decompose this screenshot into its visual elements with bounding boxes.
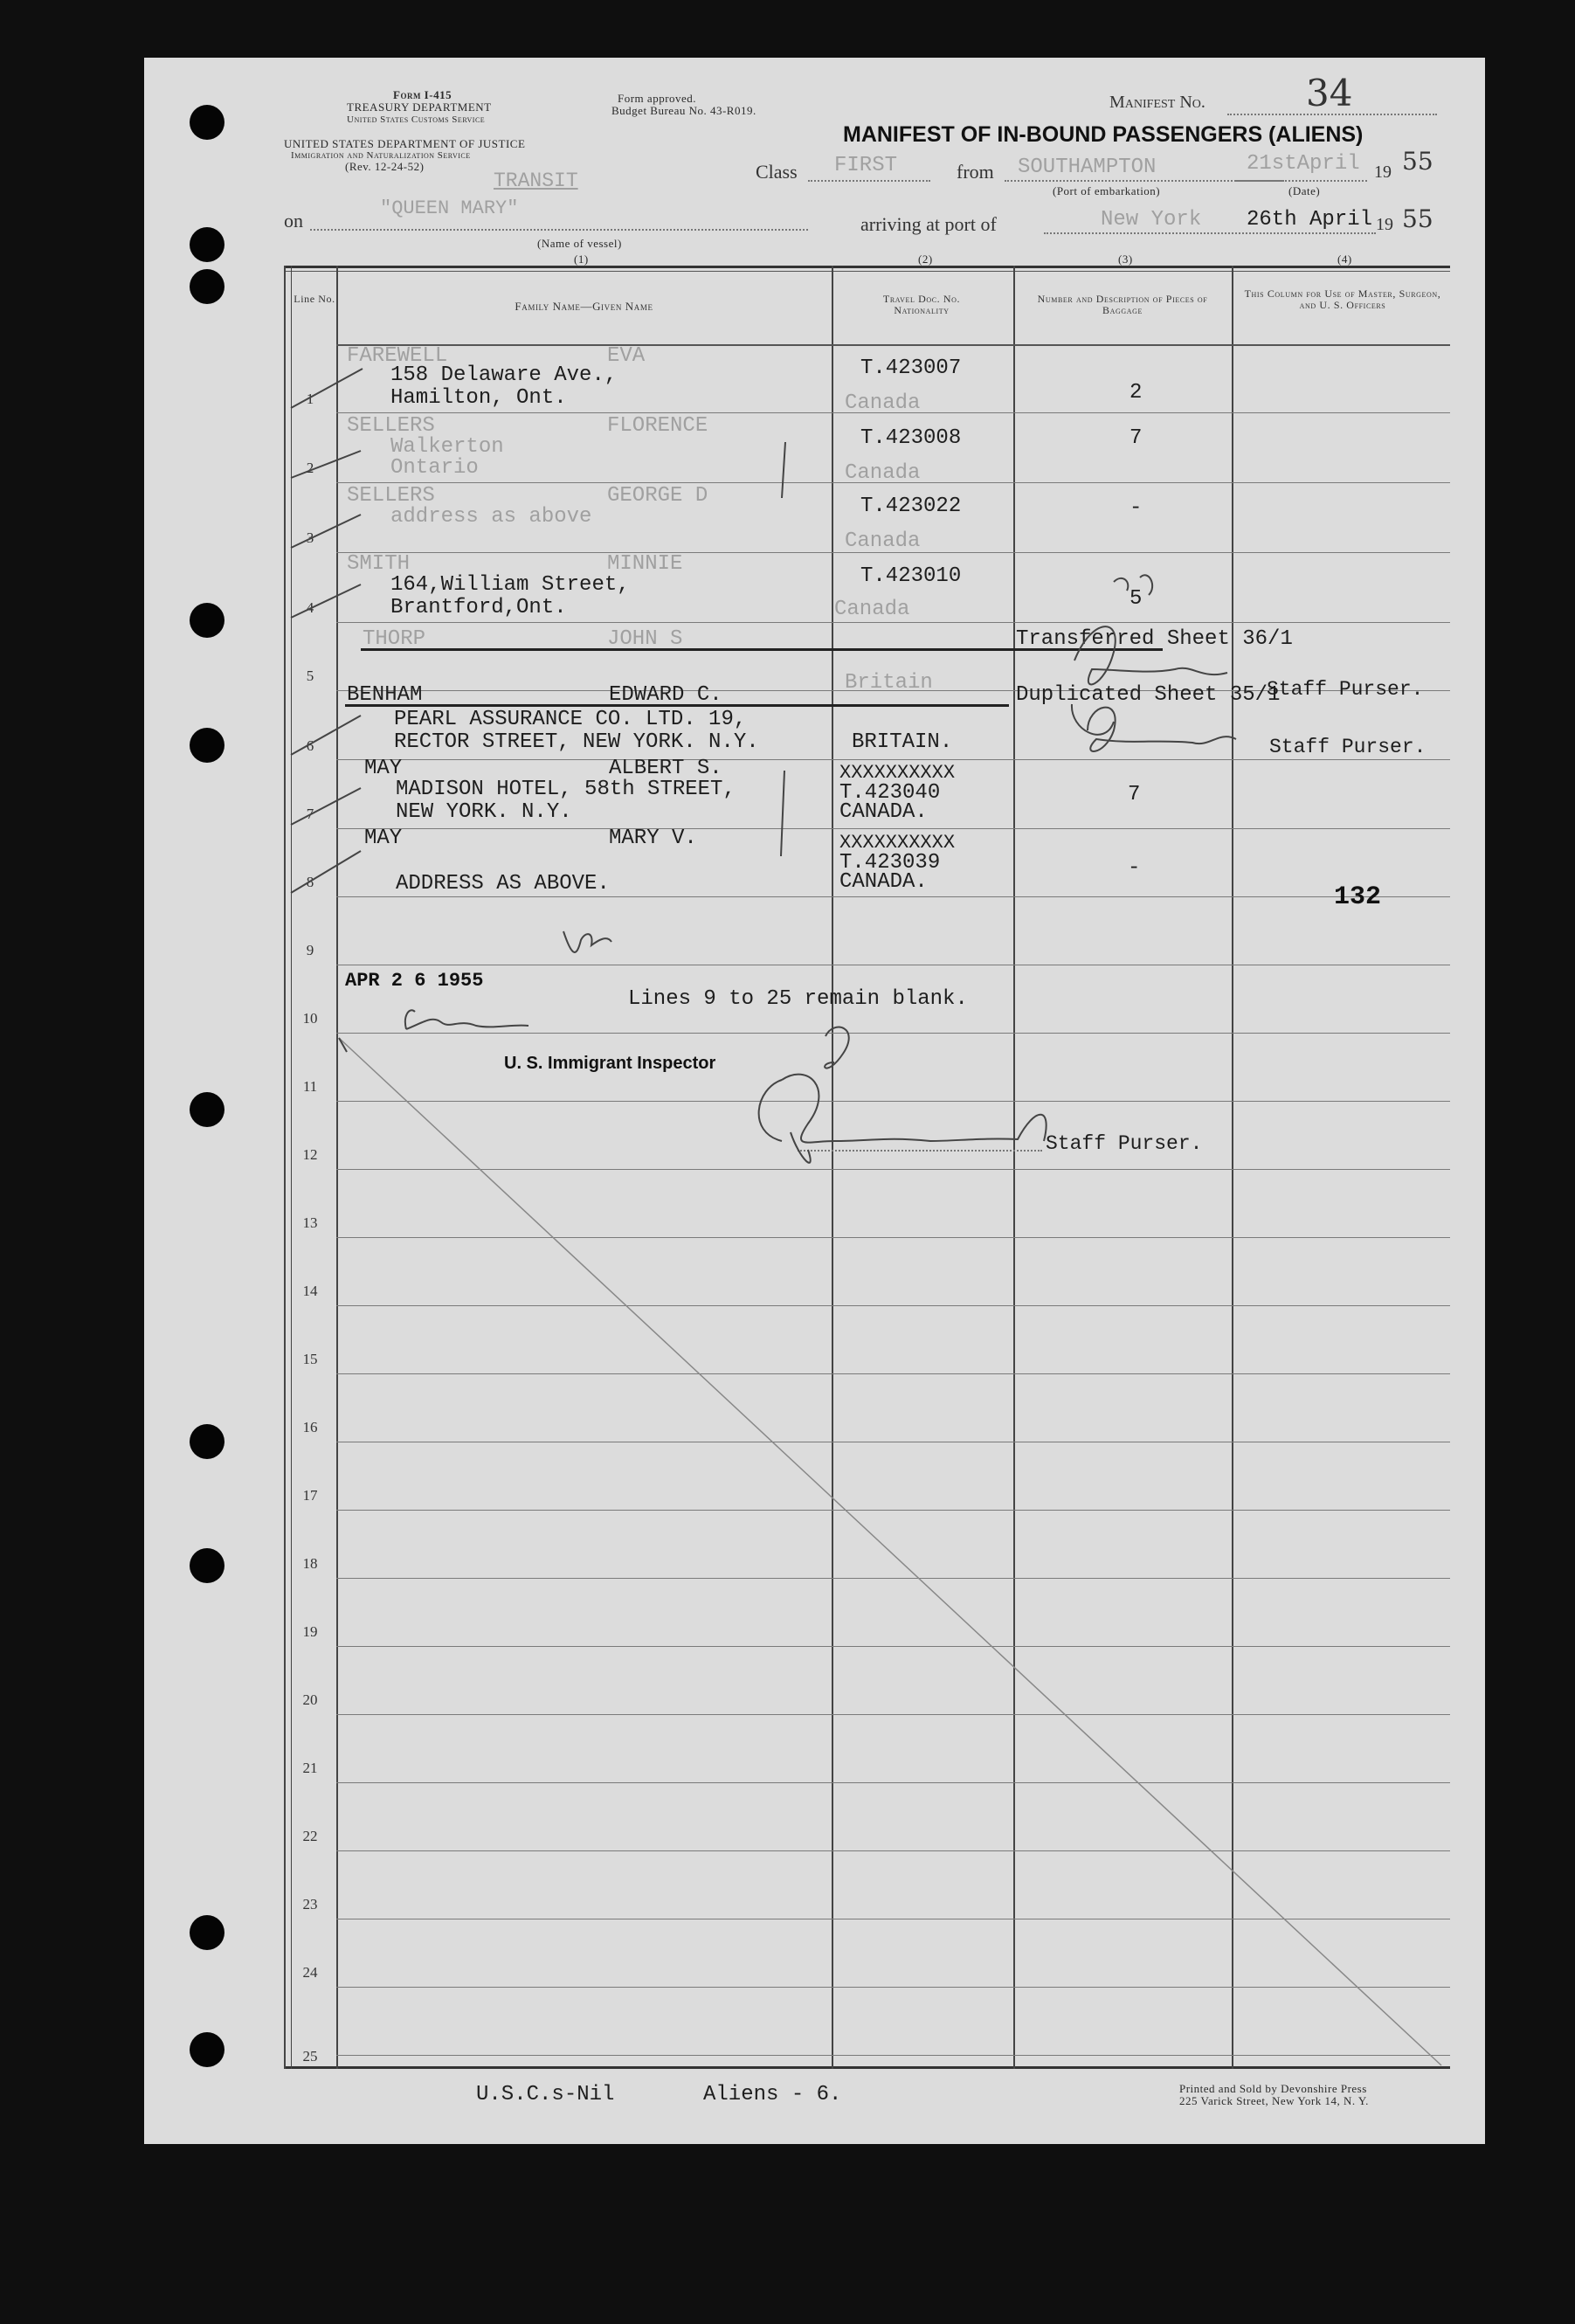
address-line: ADDRESS AS ABOVE.: [396, 872, 610, 896]
nationality: CANADA.: [839, 870, 928, 894]
given-name: ALBERT S.: [609, 757, 722, 780]
binder-hole: [190, 1424, 225, 1459]
line-number: 6: [306, 737, 314, 754]
line-number: 15: [302, 1351, 318, 1367]
address-line: address as above: [390, 505, 592, 529]
nationality: CANADA.: [839, 800, 928, 824]
col3-number: (3): [1118, 252, 1133, 266]
travel-doc: T.423008: [860, 426, 962, 450]
line-number: 3: [306, 529, 314, 546]
line-number: 11: [302, 1078, 318, 1095]
arrival-port: New York: [1101, 208, 1202, 232]
revision-date: (Rev. 12-24-52): [345, 160, 425, 173]
staff-purser-label: Staff Purser.: [1046, 1132, 1203, 1155]
baggage-count: -: [1129, 496, 1143, 520]
arrival-date: 26th April: [1247, 208, 1373, 232]
nationality: Canada: [834, 598, 910, 621]
printer-line-1: Printed and Sold by Devonshire Press: [1179, 2082, 1367, 2095]
family-name: MAY: [364, 827, 403, 850]
duplicate-note: Duplicated Sheet 35/1: [1016, 683, 1281, 707]
manifest-no-label: Manifest No.: [1109, 93, 1205, 112]
officer-count: 132: [1334, 882, 1382, 912]
address-line: Ontario: [390, 456, 479, 480]
line-number: 7: [306, 806, 314, 822]
line-number: 4: [306, 599, 314, 616]
from-date: 21stApril: [1247, 152, 1360, 176]
given-name: JOHN S: [607, 627, 683, 651]
line-number: 25: [302, 2048, 318, 2065]
line-number: 14: [302, 1283, 318, 1299]
travel-doc: T.423007: [860, 356, 962, 380]
transfer-note: Transferred Sheet 36/1: [1016, 627, 1293, 651]
form-number: Form I-415: [393, 88, 452, 101]
family-name: FAREWELL: [347, 344, 448, 368]
baggage-count: 5: [1129, 587, 1143, 611]
binder-hole: [190, 227, 225, 262]
binder-hole: [190, 728, 225, 763]
arrival-year: 55: [1402, 204, 1433, 233]
nationality: BRITAIN.: [852, 730, 953, 754]
binder-hole: [190, 269, 225, 304]
header-baggage: Number and Description of Pieces of Baggage: [1037, 293, 1208, 316]
header-officers: This Column for Use of Master, Surgeon, and U. S. Officers: [1244, 287, 1441, 311]
family-name: MAY: [364, 757, 403, 780]
line-number: 24: [302, 1964, 318, 1981]
line-number: 12: [302, 1146, 318, 1163]
travel-doc: T.423022: [860, 495, 962, 518]
blank-lines-note: Lines 9 to 25 remain blank.: [628, 987, 968, 1011]
address-line: Hamilton, Ont.: [390, 386, 567, 410]
line-number: 19: [302, 1623, 318, 1640]
line-number: 17: [302, 1487, 318, 1504]
line-number: 16: [302, 1419, 318, 1435]
nationality: Canada: [845, 529, 921, 553]
vessel-name: "QUEEN MARY": [380, 197, 519, 219]
nationality: Canada: [845, 391, 921, 415]
line-number: 18: [302, 1555, 318, 1572]
class-label: Class: [756, 161, 798, 183]
col1-number: (1): [574, 252, 589, 266]
staff-purser-label: Staff Purser.: [1269, 736, 1426, 758]
line-number: 9: [306, 942, 314, 958]
footer-aliens: Aliens - 6.: [703, 2083, 842, 2106]
nationality: Britain: [845, 671, 933, 695]
class-value: FIRST: [834, 154, 898, 177]
binder-hole: [190, 603, 225, 638]
binder-hole: [190, 1092, 225, 1127]
family-name: SMITH: [347, 552, 411, 576]
printer-line-2: 225 Varick Street, New York 14, N. Y.: [1179, 2094, 1369, 2107]
address-line: Walkerton: [390, 435, 504, 459]
date-caption: (Date): [1288, 184, 1321, 197]
line-number: 23: [302, 1896, 318, 1912]
treasury-dept: TREASURY DEPARTMENT: [347, 100, 492, 114]
family-name: BENHAM: [347, 683, 423, 707]
baggage-count: 2: [1129, 381, 1143, 405]
line-number: 2: [306, 460, 314, 476]
line-number: 20: [302, 1691, 318, 1708]
travel-doc: T.423039: [839, 851, 941, 875]
vessel-caption: (Name of vessel): [537, 237, 622, 250]
line-number: 5: [306, 667, 314, 684]
col4-number: (4): [1337, 252, 1352, 266]
from-label: from: [957, 161, 994, 183]
given-name: FLORENCE: [607, 414, 708, 438]
given-name: GEORGE D: [607, 484, 708, 508]
address-line: NEW YORK. N.Y.: [396, 800, 572, 824]
form-approved: Form approved.: [618, 92, 697, 105]
from-port: SOUTHAMPTON: [1018, 156, 1157, 179]
inspection-date-stamp: APR 2 6 1955: [345, 970, 484, 992]
header-line-no: Line No.: [294, 293, 335, 305]
baggage-count: 7: [1129, 426, 1143, 450]
binder-hole: [190, 1915, 225, 1950]
given-name: MARY V.: [609, 827, 697, 850]
address-line: PEARL ASSURANCE CO. LTD. 19,: [394, 708, 747, 731]
address-line: MADISON HOTEL, 58th STREET,: [396, 778, 736, 801]
staff-purser-label: Staff Purser.: [1267, 678, 1424, 701]
nationality: Canada: [845, 461, 921, 485]
manifest-number: 34: [1306, 72, 1353, 114]
port-caption: (Port of embarkation): [1053, 184, 1161, 197]
travel-doc: T.423010: [860, 564, 962, 588]
travel-doc: T.423040: [839, 781, 941, 805]
year-prefix: 19: [1374, 163, 1392, 182]
col2-number: (2): [918, 252, 933, 266]
transit-note: TRANSIT: [494, 169, 578, 192]
line-number: 13: [302, 1214, 318, 1231]
manifest-title: MANIFEST OF IN-BOUND PASSENGERS (ALIENS): [843, 122, 1364, 147]
header-name: Family Name—Given Name: [515, 300, 653, 313]
binder-hole: [190, 2032, 225, 2067]
family-name: SELLERS: [347, 484, 435, 508]
arrival-year-prefix: 19: [1376, 215, 1393, 234]
line-number: 10: [302, 1010, 318, 1027]
line-number: 8: [306, 874, 314, 890]
from-year: 55: [1402, 147, 1433, 176]
given-name: MINNIE: [607, 552, 683, 576]
struck-doc: XXXXXXXXXX: [839, 762, 956, 784]
struck-doc: XXXXXXXXXX: [839, 832, 956, 854]
address-line: Brantford,Ont.: [390, 596, 567, 619]
address-line: 158 Delaware Ave.,: [390, 363, 618, 387]
family-name: THORP: [363, 627, 426, 651]
given-name: EDWARD C.: [609, 683, 722, 707]
line-number: 22: [302, 1828, 318, 1844]
address-line: 164,William Street,: [390, 573, 630, 597]
given-name: EVA: [607, 344, 646, 368]
baggage-count: 7: [1128, 783, 1141, 806]
baggage-count: -: [1128, 856, 1141, 880]
ins-service: Immigration and Naturalization Service: [291, 150, 471, 161]
footer-uscs: U.S.C.s-Nil: [476, 2083, 615, 2106]
budget-bureau: Budget Bureau No. 43-R019.: [611, 104, 756, 117]
line-number: 1: [306, 391, 314, 407]
justice-dept: UNITED STATES DEPARTMENT OF JUSTICE: [284, 137, 526, 150]
binder-hole: [190, 105, 225, 140]
header-travel-doc: Travel Doc. No. Nationality: [882, 293, 961, 316]
line-number: 21: [302, 1760, 318, 1776]
manifest-sheet: [144, 58, 1485, 2144]
binder-hole: [190, 1548, 225, 1583]
inspector-title: U. S. Immigrant Inspector: [504, 1054, 716, 1073]
arriving-label: arriving at port of: [860, 213, 997, 235]
address-line: RECTOR STREET, NEW YORK. N.Y.: [394, 730, 759, 754]
family-name: SELLERS: [347, 414, 435, 438]
on-label: on: [284, 210, 303, 232]
customs-service: United States Customs Service: [347, 114, 486, 125]
